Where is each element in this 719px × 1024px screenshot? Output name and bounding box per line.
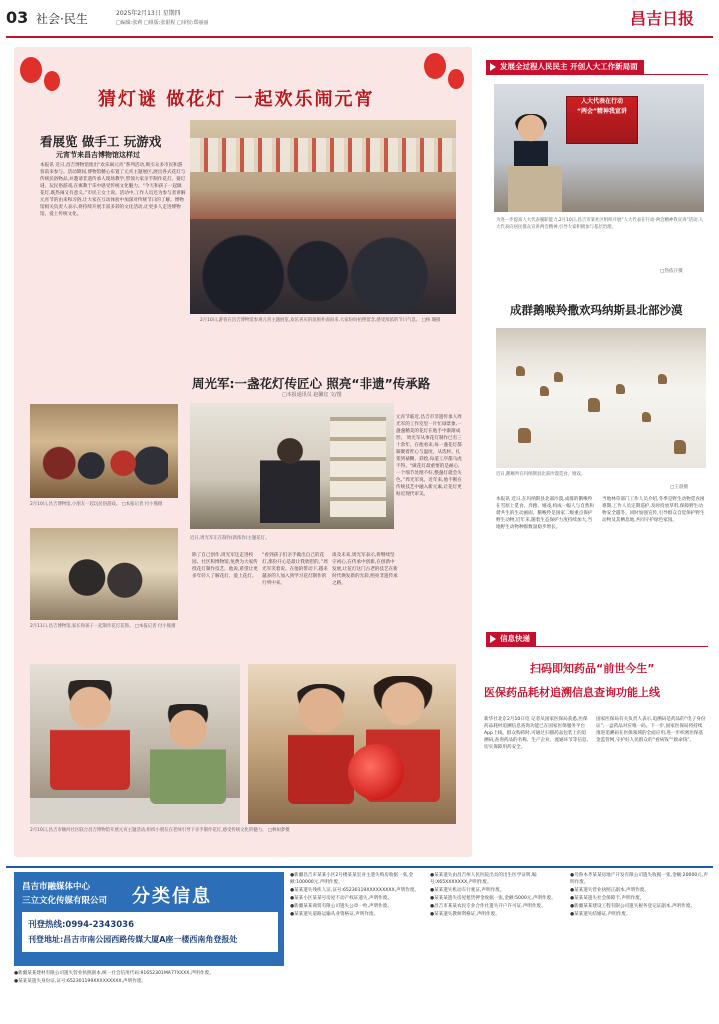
- photo1-credit: □杨 璐摄: [421, 318, 441, 323]
- photo1-caption: [200, 318, 456, 342]
- classified-item: ●某某遗失道路运输从业资格证,声明作废。: [290, 912, 379, 917]
- classifieds-column-0: [14, 970, 284, 1016]
- children: [40, 444, 168, 492]
- classifieds-org1: 昌吉市融媒体中心: [22, 882, 91, 892]
- gazelle-caption: 近日,鹅喉羚在玛纳斯县北部沙漠觅食、嬉戏。: [496, 472, 586, 477]
- classified-item: ●某某遗失结婚证,声明作废。: [570, 912, 631, 917]
- article2-column-a: 除了自己创作,周光军还走进校园、社区和博物馆,免费为大家传授花灯制作技艺。他说,希望让更多年轻人了解花灯、爱上花灯。: [192, 553, 258, 579]
- gazelle: [554, 372, 563, 382]
- lantern-icon: [448, 69, 464, 89]
- classified-item: ●某某遗失机动车行驶证,声明作废。: [430, 888, 505, 893]
- lantern-icon: [424, 53, 446, 79]
- screen-line2: “两会”精神我宣讲: [577, 108, 627, 115]
- lantern-icon: [44, 71, 60, 91]
- family: [60, 550, 150, 605]
- photo2-caption: [30, 502, 178, 510]
- photo3-credit: □本报记者 付小熊摄: [134, 624, 176, 629]
- lantern-icon: [20, 57, 42, 83]
- photo3-caption: [30, 624, 178, 640]
- article4-body-right: 国家医保局有关负责人表示,追溯码是药品的“电子身份证”,一盒药品对应唯一码。下一步,国家医保局将持续推进追溯码在医保领域的全面应用,进一步织密医保基金监管网,守护好人民群众的“看病钱”“救命钱”。: [596, 717, 706, 743]
- photo-making-lanterns: [30, 528, 178, 620]
- classified-item: ●新疆昌吉市某某小区2号楼某某室业主遗失购房收据一张,金额:100000元,声明作废。: [290, 873, 414, 885]
- classified-item: ●某某遗失营业执照正副本,声明作废。: [570, 888, 649, 893]
- classifieds-hotline: 刊登热线:0994-2343036: [28, 920, 134, 930]
- section-rule: [486, 646, 708, 647]
- classifieds-org2: 三立文化传媒有限公司: [22, 896, 108, 906]
- masthead-rule: [6, 36, 713, 38]
- classified-item: ●昌吉市某某农民专业合作社遗失开户许可证,声明作废。: [430, 904, 546, 909]
- gazelle-credit: □王晨摄: [670, 485, 689, 490]
- classified-item: ●某某某遗失身份证,证号:652301199XXXXXXXXX,声明作废。: [14, 979, 147, 984]
- article2-column-c: 谈及未来,周光军表示,将继续坚守初心,在传承中创新,在创新中发展,让花灯这门古老的技艺在新时代焕发新的光彩,照亮非遗传承之路。: [332, 553, 398, 586]
- classified-item: ●某某某遗失房屋租赁押金收据一张,金额:5000元,声明作废。: [430, 896, 556, 901]
- section-rule: [486, 74, 708, 75]
- photo3-caption-text: 2月11日,昌吉博物馆,家长和孩子一起制作花灯花饰。: [30, 624, 134, 629]
- photo4-caption: 近日,周光军正在制作(新浓作)主题花灯。: [190, 536, 270, 541]
- gazelle: [516, 366, 525, 376]
- classified-item: ●某某遗失教师资格证,声明作废。: [430, 912, 500, 917]
- gazelle: [616, 384, 625, 394]
- newspaper-logo: 昌吉日报: [630, 9, 695, 28]
- red-lantern: [348, 744, 404, 800]
- craftsman: [260, 433, 320, 523]
- banner-title: 猜灯谜 做花灯 一起欢乐闹元宵: [98, 89, 375, 110]
- article2-intro-text: 元宵节临近,昌吉市非遗传承人周光军的工作室里一片忙碌景象,一盏盏精美的花灯在他手中渐渐成形。: [396, 415, 462, 441]
- gazelle: [588, 398, 600, 412]
- rep-caption: 为进一步提高人大代表履职能力,2月10日,昌吉市某社区组织开展“人大代表在行动·两会精神我宣讲”活动,人大代表向居民群众宣讲两会精神,引导大家积极参与基层治理。: [496, 218, 704, 230]
- photo-representative: [494, 84, 704, 212]
- article1-body: 本报讯 近日,昌吉博物馆推出“欢乐闹元宵”系列活动,吸引众多市民和游客前来参与。活动期间,博物馆精心布置了元宵主题展区,展出各式花灯与传统民俗物品,并邀请非遗传承人现场教学,带领大家亲手制作花灯、猜灯谜、玩民俗游戏,在寓教于乐中感受传统文化魅力。“今天和孩子一起做花灯,既热闹又有意义。”市民王女士说。活动中,工作人员还为参与者讲解元宵节的由来和习俗,让大家在互动体验中加深对传统节日的了解。博物馆相关负责人表示,将持续开展丰富多彩的文化活动,让更多人走进博物馆、爱上传统文化。: [40, 163, 186, 217]
- article2-byline: □本报通讯员 赵馨宜 文/图: [282, 392, 342, 398]
- editor-credits: □编辑:张莉 □组版:张银程 □审校:郑丽丽: [116, 20, 209, 26]
- photo-folk-games: [30, 404, 178, 498]
- page-number: 03: [6, 8, 29, 27]
- article1-title: 看展览 做手工 玩游戏: [40, 134, 162, 149]
- issue-date: 2025年2月13日 星期四: [116, 10, 181, 17]
- classifieds-address: 刊登地址:昌吉市南公园西路传媒大厦A座一楼西南角登报处: [28, 935, 238, 944]
- article1-subtitle: 元宵节来昌吉博物馆这样过: [56, 151, 140, 159]
- article2-title: 周光军:一盏花灯传匠心 照亮“非遗”传承路: [192, 376, 431, 391]
- masthead: [0, 0, 719, 40]
- classified-item: ●某某某遗失社会保障卡,声明作废。: [570, 896, 645, 901]
- classified-item: ●某某遗失残疾人证,证号:65230119XXXXXXXXX,声明作废。: [290, 888, 420, 893]
- shelf: [330, 417, 386, 517]
- article4-title-line2: 医保药品耗材追溯信息查询功能上线: [484, 686, 660, 699]
- podium: [508, 166, 562, 212]
- feature-banner: [14, 47, 472, 117]
- child: [288, 684, 354, 804]
- section-tag-news: 信息快递: [486, 632, 536, 646]
- classified-item: ●某某遗失由昌吉州人民医院出具的出生医学证明,编号:X65XXXXXXX,声明作废。: [430, 873, 537, 885]
- photo1-caption-text: 2月10日,游客在昌吉博物馆参观元宵主题展览,欢乐喜庆的氛围扑面而来,大家纷纷拍照留念,感受浓浓的节日气息。: [200, 318, 421, 323]
- gazelle: [642, 412, 651, 422]
- classified-item: ●某某小区某某号房屋不动产权证遗失,声明作废。: [290, 896, 392, 901]
- screen-line1: 人大代表在行动: [580, 98, 623, 105]
- article4-title-line1: 扫码即知药品“前世今生”: [530, 662, 655, 675]
- photo-kids-crafting: [30, 664, 240, 824]
- photo2-credit: □本报记者 付小熊摄: [121, 502, 163, 507]
- photo-teacher-child: [248, 664, 456, 824]
- classified-item: ●新疆某某商贸有限公司遗失公章一枚,声明作废。: [290, 904, 392, 909]
- child: [150, 704, 226, 804]
- section-tag-npc: 发展全过程人民民主 开创人大工作新局面: [486, 60, 644, 74]
- classifieds-column-3: [570, 872, 710, 1018]
- section-name: 社会·民生: [36, 12, 88, 26]
- classified-item: ●新疆某某建设工程有限公司遗失税务登记证副本,声明作废。: [570, 904, 695, 909]
- article4-body-left: 新华社北京2月10日电 记者从国家医保局获悉,医保药品耗材追溯信息查询功能已在国家医保服务平台App上线。群众购药时,可通过扫描药品包装上的追溯码,查询药品的名称、生产企业、流通环节等信息,切实保障用药安全。: [484, 717, 588, 750]
- gazelle: [518, 428, 531, 443]
- article3-title: 成群鹅喉羚撒欢玛纳斯县北部沙漠: [510, 303, 683, 317]
- gazelle: [674, 440, 686, 454]
- classified-item: ●新疆某某建材有限公司遗失营业执照副本,统一社会信用代码:91652301MA77XXXX,声明作废。: [14, 971, 214, 976]
- photo-craftsman: [190, 403, 394, 529]
- rep-credit: □热依汗摄: [660, 269, 683, 274]
- child: [50, 680, 130, 790]
- led-screen: [566, 96, 638, 144]
- photo56-credit: □林如梦摄: [267, 828, 290, 833]
- lantern-display: [190, 138, 456, 172]
- article2-right-column: [396, 414, 462, 622]
- classifieds-column-2: [430, 872, 564, 1018]
- classifieds-title: 分类信息: [132, 886, 212, 907]
- article2-column-b: “看到孩子们亲手做出自己的花灯,那份开心是最让我欣慰的。”周光军笑着说。在他的带动下,越来越多的人加入到学习花灯制作的行列中来。: [262, 553, 328, 586]
- visitors: [190, 219, 456, 314]
- photo-gazelles: [496, 328, 706, 468]
- gazelle: [540, 386, 549, 396]
- article3-body-right: 当地林草部门工作人员介绍,冬季是野生动物觅食困难期,工作人员定期巡护,及时投放草料,保障野生动物安全越冬。同时加强宣传,引导群众自觉保护野生动物及其栖息地,共同守护绿色家园。: [602, 497, 705, 523]
- classifieds-column-1: [290, 872, 424, 1018]
- gazelle: [658, 374, 667, 384]
- classified-item: ●乌鲁木齐某某房地产开发有限公司遗失收据一张,金额:20000元,声明作废。: [570, 873, 708, 885]
- photo56-caption: [30, 828, 456, 844]
- photo-museum-crowd: [190, 120, 456, 314]
- article3-body-left: 本报讯 近日,在玛纳斯县北部沙漠,成群的鹅喉羚在雪原上觅食、奔跑、嬉戏,构成一幅人与自然和谐共生的生动画面。鹅喉羚是国家二级重点保护野生动物,近年来,随着生态保护力度持续加大,当地野生动物种群数量稳步增长。: [496, 497, 594, 530]
- article2-right-text: 周光军从事花灯制作已有三十余年。在他看来,每一盏花灯都凝聚着匠心与温度。从选材、扎架到裱糊、彩绘,每道工序都马虎不得。“做花灯最重要的是耐心,一个细节处理不好,整盏灯就会失色。”周光军说。近年来,他不断在传统技艺中融入新元素,让花灯更贴近现代审美。: [396, 436, 462, 497]
- photo2-caption-text: 2月10日,昌吉博物馆,小朋友一起玩民俗游戏。: [30, 502, 121, 507]
- photo56-caption-text: 2月10日,昌吉市额河社区联合昌吉博物馆开展元宵主题活动,组织小朋友在老师引导下亲手制作花灯,感受传统文化的魅力。: [30, 828, 267, 833]
